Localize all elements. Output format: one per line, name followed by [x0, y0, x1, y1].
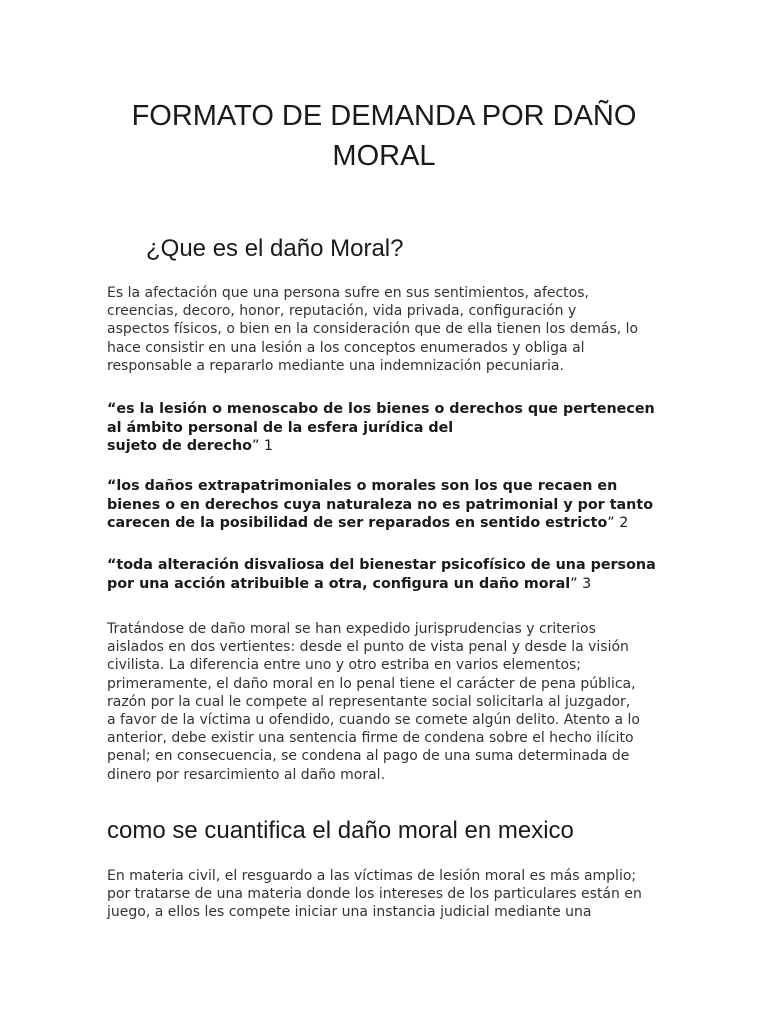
section-heading-que-es: ¿Que es el daño Moral? — [146, 235, 404, 262]
quote-line: al ámbito personal de la esfera jurídica del — [107, 419, 454, 436]
text-line: dinero por resarcimiento al daño moral. — [107, 766, 386, 783]
text-line: Es la afectación que una persona sufre en sus sentimientos, afectos, — [107, 285, 589, 301]
text-line: creencias, decoro, honor, reputación, vida privada, configuración y — [107, 303, 577, 320]
text-line: Tratándose de daño moral se han expedido jurisprudencias y criterios — [107, 621, 596, 637]
text-line: primeramente, el daño moral en lo penal tiene el carácter de pena pública, — [107, 675, 636, 692]
text-line: por tratarse de una materia donde los intereses de los particulares están en — [107, 886, 642, 903]
text-line: hace consistir en una lesión a los conceptos enumerados y obliga al — [107, 339, 585, 356]
quote-2 — [107, 477, 667, 533]
quote-line: sujeto de derecho — [107, 438, 252, 454]
text-line: responsable a repararlo mediante una indemnización pecuniaria. — [107, 357, 564, 374]
intro-paragraph — [107, 284, 667, 375]
title-line-1: FORMATO DE DEMANDA POR DAÑO — [131, 100, 637, 132]
quote-3 — [107, 556, 667, 593]
text-line: civilista. La diferencia entre uno y otro estriba en varios elementos; — [107, 657, 582, 674]
quote-line: por una acción atribuible a otra, configura un daño moral — [107, 575, 571, 592]
text-line: aislados en dos vertientes: desde el punto de vista penal y desde la visión — [107, 639, 629, 656]
quote-reference: ” 1 — [251, 438, 274, 454]
text-line: penal; en consecuencia, se condena al pago de una suma determinada de — [107, 748, 630, 765]
section-heading-cuantifica: como se cuantifica el daño moral en mexico — [107, 817, 574, 844]
quote-1 — [107, 400, 667, 456]
closing-paragraph — [107, 867, 667, 922]
text-line: a favor de la víctima u ofendido, cuando se comete algún delito. Atento a lo — [107, 712, 640, 729]
quote-line: “toda alteración disvaliosa del bienestar psicofísico de una persona — [107, 557, 656, 573]
quote-line: “los daños extrapatrimoniales o morales son los que recaen en — [107, 478, 618, 494]
quote-line: bienes o en derechos cuya naturaleza no es patrimonial y por tanto — [107, 496, 654, 513]
title-line-2: MORAL — [332, 140, 436, 172]
quote-reference: ” 3 — [570, 575, 592, 592]
text-line: anterior, debe existir una sentencia firme de condena sobre el hecho ilícito — [107, 730, 634, 747]
quote-line: carecen de la posibilidad de ser reparados en sentido estricto — [107, 515, 608, 531]
document-title — [0, 96, 768, 176]
quote-line: “es la lesión o menoscabo de los bienes o derechos que pertenecen — [107, 401, 655, 417]
quote-reference: ” 2 — [607, 515, 629, 531]
text-line: aspectos físicos, o bien en la consideración que de ella tienen los demás, lo — [107, 321, 639, 338]
text-line: En materia civil, el resguardo a las víctimas de lesión moral es más amplio; — [107, 868, 637, 884]
text-line: juego, a ellos les compete iniciar una instancia judicial mediante una — [107, 904, 592, 921]
body-paragraph — [107, 620, 667, 784]
text-line: razón por la cual le compete al representante social solicitarla al juzgador, — [107, 693, 631, 710]
